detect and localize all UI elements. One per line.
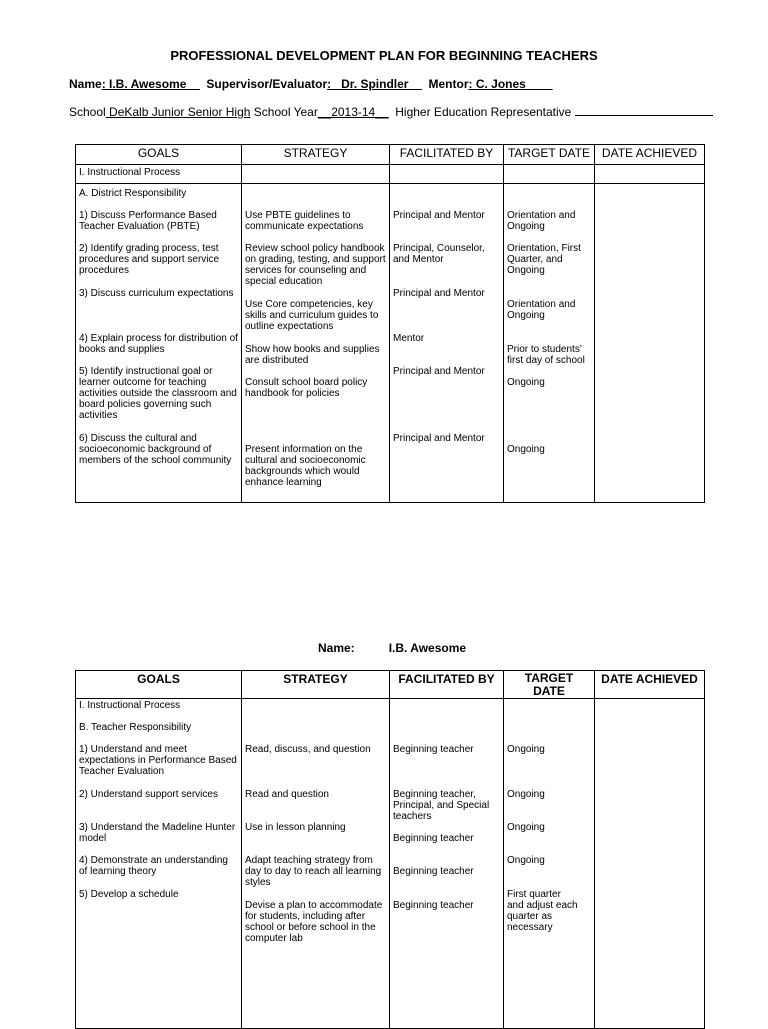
strategy-item: Use PBTE guidelines to communicate expectations [245, 210, 364, 232]
strategy-item: Use Core competencies, key skills and curriculum guides to outline expectations [245, 299, 379, 332]
goal-item: 3) Understand the Madeline Hunter model [79, 822, 236, 844]
school-label: School [69, 105, 106, 119]
header-names-line [69, 77, 553, 91]
header-school-line [69, 104, 713, 119]
facilitated-cell [390, 184, 504, 503]
facilitated-item: Principal, Counselor, and Mentor [393, 243, 485, 265]
goal-item: 2) Understand support services [79, 789, 218, 800]
facilitated-item: Beginning teacher [393, 833, 474, 844]
target-item: Ongoing [507, 822, 545, 833]
development-plan-table-2 [75, 670, 705, 1029]
col-header-date-achieved: DATE ACHIEVED [595, 145, 705, 165]
goals-cell [76, 165, 242, 184]
school-year-label: School Year [250, 105, 318, 119]
facilitated-item: Beginning teacher [393, 866, 474, 877]
facilitated-item: Principal and Mentor [393, 288, 485, 299]
mentor-label: Mentor [428, 77, 469, 91]
school-value: DeKalb Junior Senior High [105, 105, 251, 119]
col-header-goals: GOALS [76, 671, 242, 699]
strategy-item: Devise a plan to accommodate for students, including after school or before school in the computer lab [245, 900, 383, 944]
target-item: Ongoing [507, 444, 545, 455]
target-item: Orientation and Ongoing [507, 210, 576, 232]
col-header-facilitated-by: FACILITATED BY [390, 145, 504, 165]
goal-item: 5) Identify instructional goal or learner outcome for teaching activities outside the classroom and board policies governing such activities [79, 366, 237, 421]
page-2-name-label: Name: [318, 641, 355, 655]
target-cell [504, 184, 595, 503]
target-item: Orientation and Ongoing [507, 299, 576, 321]
target-item: Orientation, First Quarter, and Ongoing [507, 243, 581, 276]
page-2-name-line [318, 641, 466, 655]
strategy-item: Read and question [245, 789, 329, 800]
strategy-item: Present information on the cultural and socioeconomic backgrounds which would enhance learning [245, 444, 366, 488]
supervisor-value: :_ Dr. Spindler__ [327, 77, 422, 91]
col-header-target-date [504, 671, 595, 699]
facilitated-item: Principal and Mentor [393, 210, 485, 221]
goal-section-heading: I. Instructional Process [79, 167, 181, 178]
strategy-item: Consult school board policy handbook for policies [245, 377, 368, 399]
page-2-name-value: I.B. Awesome [388, 641, 467, 655]
achieved-cell [595, 165, 705, 184]
achieved-cell [595, 184, 705, 503]
facilitated-item: Principal and Mentor [393, 366, 485, 377]
strategy-cell [242, 699, 390, 1029]
strategy-cell [242, 184, 390, 503]
goal-item: 4) Demonstrate an understanding of learning theory [79, 855, 228, 877]
achieved-cell [595, 699, 705, 1029]
goal-item: 3) Discuss curriculum expectations [79, 288, 234, 299]
goal-subsection-heading: B. Teacher Responsibility [79, 722, 192, 733]
mentor-tail: ___ [532, 77, 553, 91]
supervisor-label: Supervisor/Evaluator [206, 77, 328, 91]
target-item: First quarter and adjust each quarter as necessary [507, 889, 578, 933]
target-date-header-text: TARGET DATE [524, 671, 574, 698]
goal-item: 1) Discuss Performance Based Teacher Evaluation (PBTE) [79, 210, 217, 232]
facilitated-cell [390, 699, 504, 1029]
col-header-strategy: STRATEGY [242, 671, 390, 699]
col-header-date-achieved: DATE ACHIEVED [595, 671, 705, 699]
target-item: Ongoing [507, 789, 545, 800]
strategy-item: Use in lesson planning [245, 822, 346, 833]
development-plan-table-1 [75, 144, 705, 503]
target-item: Ongoing [507, 744, 545, 755]
target-cell [504, 699, 595, 1029]
facilitated-item: Beginning teacher [393, 900, 474, 911]
mentor-value: : C. Jones_ [468, 77, 533, 91]
target-item: Prior to students' first day of school [507, 344, 585, 366]
name-value: : I.B. Awesome__ [101, 77, 200, 91]
strategy-item: Read, discuss, and question [245, 744, 371, 755]
school-year-value: __2013-14__ [317, 105, 389, 119]
goal-item: 6) Discuss the cultural and socioeconomic background of members of the school community [79, 433, 232, 466]
strategy-cell [242, 165, 390, 184]
facilitated-item: Beginning teacher [393, 744, 474, 755]
goals-cell [76, 699, 242, 1029]
strategy-item: Show how books and supplies are distributed [245, 344, 380, 366]
higher-ed-rep-label: Higher Education Representative [395, 105, 572, 119]
facilitated-cell [390, 165, 504, 184]
higher-ed-rep-blank [575, 104, 713, 116]
strategy-item: Review school policy handbook on grading, testing, and support services for counseling and special education [245, 243, 386, 287]
col-header-target-date: TARGET DATE [504, 145, 595, 165]
goal-item: 1) Understand and meet expectations in Performance Based Teacher Evaluation [79, 744, 237, 777]
strategy-item: Adapt teaching strategy from day to day to reach all learning styles [245, 855, 382, 888]
target-cell [504, 165, 595, 184]
name-label: Name [69, 77, 102, 91]
target-item: Ongoing [507, 855, 545, 866]
document-title: PROFESSIONAL DEVELOPMENT PLAN FOR BEGINNING TEACHERS [170, 48, 598, 63]
col-header-facilitated-by: FACILITATED BY [390, 671, 504, 699]
col-header-goals: GOALS [76, 145, 242, 165]
col-header-strategy: STRATEGY [242, 145, 390, 165]
goal-item: 5) Develop a schedule [79, 889, 179, 900]
goal-item: 2) Identify grading process, test procedures and support service procedures [79, 243, 220, 276]
goals-cell [76, 184, 242, 503]
facilitated-item: Principal and Mentor [393, 433, 485, 444]
goal-section-heading: I. Instructional Process [79, 700, 181, 711]
goal-subsection-heading: A. District Responsibility [79, 188, 187, 199]
target-item: Ongoing [507, 377, 545, 388]
facilitated-item: Mentor [393, 333, 425, 344]
facilitated-item: Beginning teacher, Principal, and Special teachers [393, 789, 490, 822]
goal-item: 4) Explain process for distribution of books and supplies [79, 333, 238, 355]
